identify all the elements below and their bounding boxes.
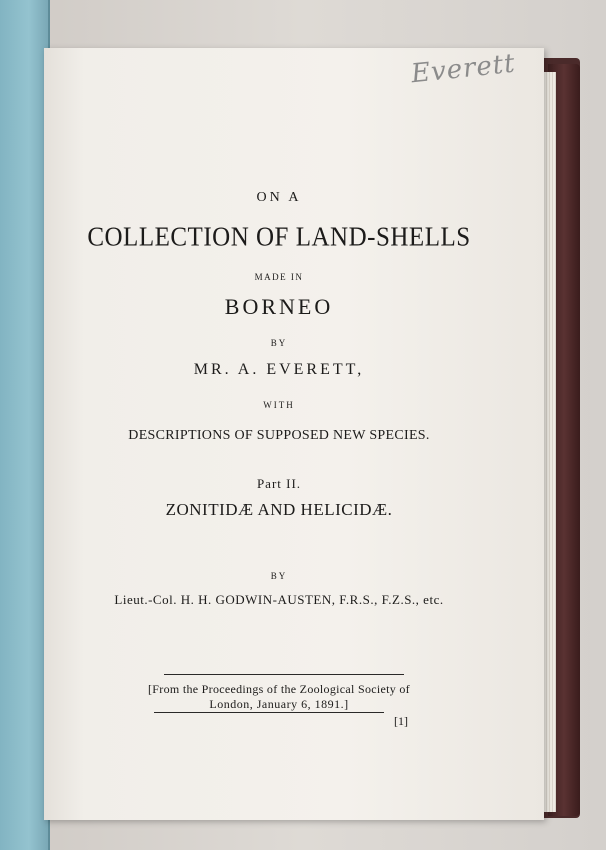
part-label: Part II. (256, 476, 302, 491)
date-line: London, January 6, 1891.] (209, 697, 349, 711)
place-borneo: BORNEO (224, 294, 334, 319)
handwritten-signature: Everett (409, 48, 518, 90)
by-label-1: BY (270, 338, 288, 348)
page-number: [1] (394, 714, 408, 728)
families-line: ZONITIDÆ AND HELICIDÆ. (165, 500, 393, 519)
top-rule (164, 674, 404, 675)
bottom-rule (154, 712, 384, 713)
descriptions-line: DESCRIPTIONS OF SUPPOSED NEW SPECIES. (128, 428, 430, 443)
title-main: COLLECTION OF LAND-SHELLS (87, 222, 471, 253)
author-line: Lieut.-Col. H. H. GODWIN-AUSTEN, F.R.S., F.Z.S., etc. (114, 592, 444, 607)
with-label: WITH (263, 400, 295, 410)
by-label-2: BY (270, 571, 288, 581)
proceedings-line: [From the Proceedings of the Zoological Society of (148, 682, 410, 696)
title-on-a: ON A (256, 190, 302, 205)
title-page (44, 48, 544, 820)
blue-front-cover (0, 0, 50, 850)
made-in-label: MADE IN (254, 272, 304, 282)
collector-name: MR. A. EVERETT, (193, 361, 365, 378)
